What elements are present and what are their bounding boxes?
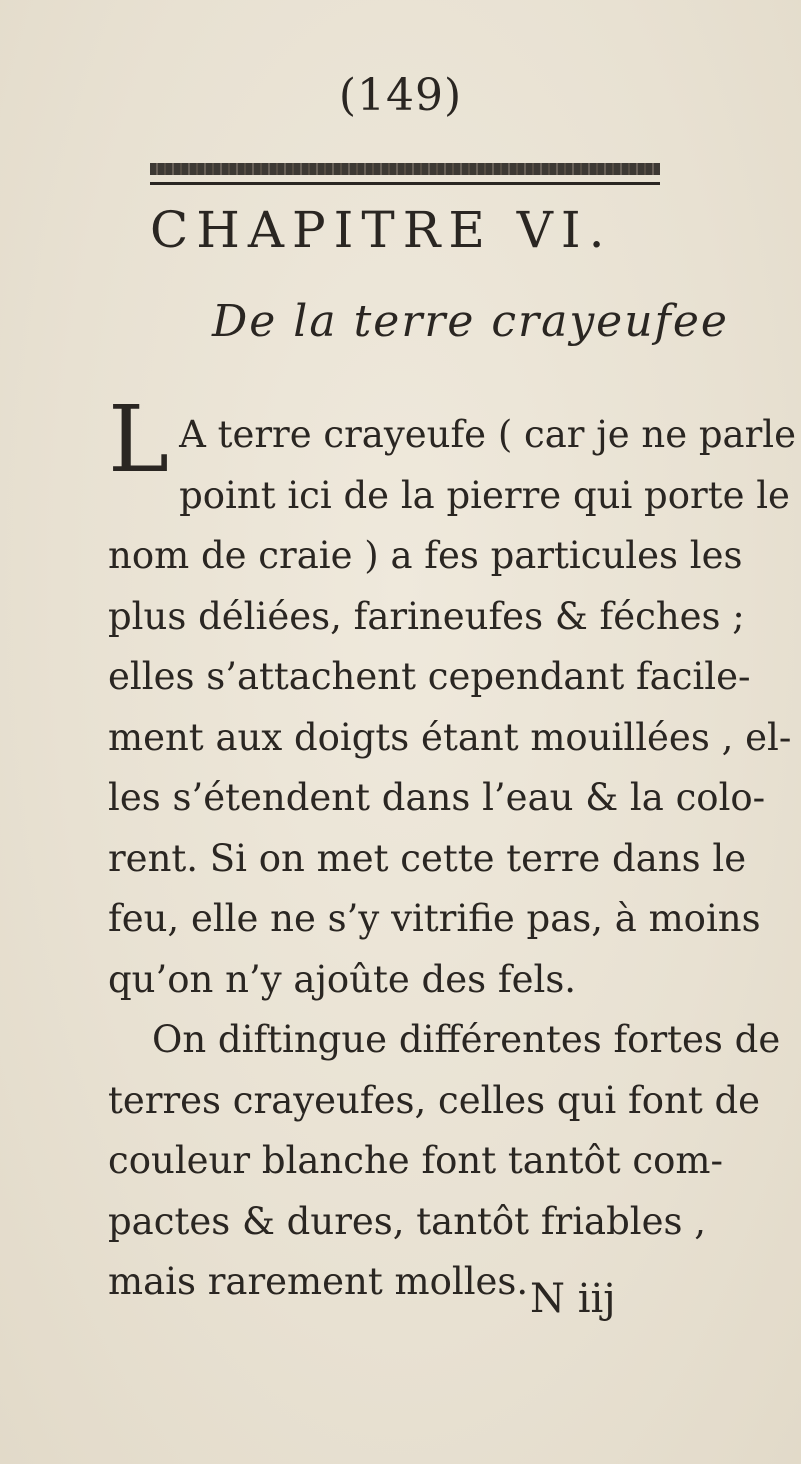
text-line: mais rarement molles. [108, 1260, 529, 1303]
text-line: point ici de la pierre qui porte le [179, 473, 790, 517]
text-line: elles s’attachent cependant facile- [108, 655, 751, 698]
drop-cap: L [108, 386, 170, 493]
text-line: plus déliées, farineufes & féches ; [108, 594, 745, 638]
text-line: ment aux doigts étant mouillées , el- [108, 715, 792, 759]
text-line: qu’on n’y ajoûte des fels. [108, 957, 577, 1001]
first-line-text: A terre crayeufe ( car je ne parle [179, 413, 797, 456]
text-line: les s’étendent dans l’eau & la colo- [108, 776, 766, 819]
body-text [108, 386, 797, 1313]
text-line: nom de craie ) a fes particules les [108, 534, 743, 577]
text-line: rent. Si on met cette terre dans le [108, 836, 747, 880]
chapter-title: CHAPITRE VI. [150, 201, 613, 259]
chapter-subtitle: De la terre crayeufee [212, 296, 729, 347]
page-number: (149) [338, 70, 463, 121]
divider-rule [150, 182, 660, 185]
text-line: couleur blanche font tantôt com- [108, 1139, 723, 1182]
signature-mark: N iij [530, 1276, 616, 1322]
first-line [108, 386, 797, 493]
text-line: pactes & dures, tantôt friables , [108, 1199, 707, 1243]
ornamental-rule [150, 163, 660, 175]
text-line: feu, elle ne s’y vitrifie pas, à moins [108, 897, 761, 940]
text-line: terres crayeufes, celles qui font de [108, 1078, 761, 1122]
text-line: On diftingue différentes fortes de [152, 1018, 781, 1061]
